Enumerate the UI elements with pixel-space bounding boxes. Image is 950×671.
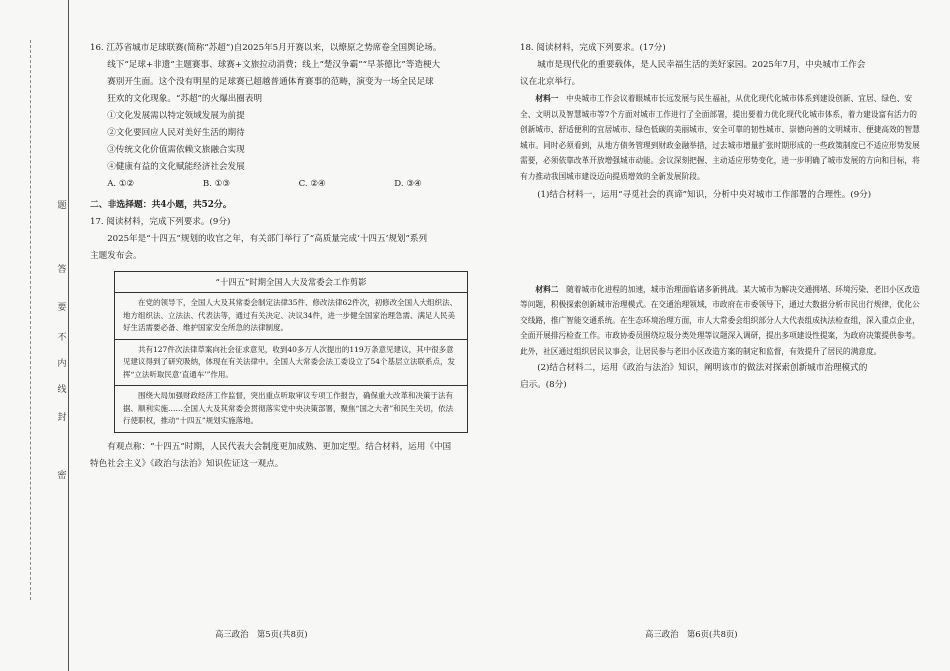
binding-char: 不 [57,333,67,343]
q16-item: ①文化发展需以特定领域发展为前提 [107,111,245,121]
q16-item: ③传统文化价值需依赖文旅融合实现 [107,145,245,155]
q17-title: 17. 阅读材料，完成下列要求。(9分) [90,217,231,227]
q18-intro: 城市是现代化的重要载体，是人民幸福生活的美好家园。2025年7月，中央城市工作会 [537,60,866,70]
q16-item: ②文化要回应人民对美好生活的期待 [107,128,245,138]
cut-line [30,40,31,600]
binding-char: 题 [57,201,67,211]
q18-sub-question: (1)结合材料一，运用“寻觅社会的真谛”知识，分析中央对城市工作部署的合理性。(9分) [537,189,872,200]
q16-stem: 16. 江苏省城市足球联赛(简称“苏超”)自2025年5月开赛以来，以燎原之势席卷全国舆论场。 [90,43,442,53]
option-d: D. ③④ [394,179,422,189]
option-b: B. ①③ [202,179,231,189]
binding-margin [0,0,78,671]
q17-intro: 2025年是“十四五”规划的收官之年，有关部门举行了“高质量完成‘十四五’规划”系列 [107,234,428,244]
material-label: 材料一 [535,94,559,103]
q18-title: 18. 阅读材料，完成下列要求。(17分) [520,43,666,53]
material-text: 随着城市化进程的加速，城市治理面临诸多新挑战。某大城市为解决交通拥堵、环境污染、老旧小区改造等问题，积极探索创新城市治理模式。在交通治理领域，市政府在市委领导下，通过大数据分析市民出行规律，优化公交线路，推广智能交通系统。在生态环境治理方面，市人大常委会组织部分人大代表组成执法检查组，深入重点企业，全面开展排污检查工作。市政协委员围绕垃圾分类处理等议题深入调研，提出多项建设性提案，为政府决策提供参考。此外，社区通过组织居民议事会，让居民参与老旧小区改造方案的制定和监督，有效提升了居民的满意度。 [520,284,920,356]
box-paragraph: 围绕大局加强财政经济工作监督，突出重点听取审议专项工作报告，确保重大改革和决策于法有据、顺利实施……全国人大及其常委会贯彻落实党中央决策部署，聚焦“国之大者”和民生关切，依法行使职权，推动“十四五”规划实施落地。 [115,385,467,432]
page-footer: 高三政治 第5页(共8页) [215,629,308,639]
q16-options [90,176,490,193]
box-title: “十四五”时期全国人大及常委会工作剪影 [115,272,467,293]
q18-sub-question: (2)结合材料二，运用《政治与法治》知识，阐明该市的做法对探索创新城市治理模式的 [537,362,868,373]
answer-space [520,204,920,282]
q17-question: 有观点称：“十四五”时期，人民代表大会制度更加成熟、更加定型。结合材料，运用《中国 [107,441,452,452]
box-paragraph: 共有127件次法律草案向社会征求意见，收到40多万人次提出的119万条意见建议，其中很多意见建议得到了研究吸纳，体现在有关法律中。全国人大常委会法工委设立了54个基层立法联系点，发挥“立法听取民意‘直通车’”作用。 [115,339,467,386]
q16-stem: 狂欢的文化现象。“苏超”的火爆出圈表明 [107,94,263,104]
q16-stem: 赛別开生面。这个没有明星的足球赛已超越普通体育赛事的范畴，演变为一场全民足球 [107,77,434,87]
box-paragraph: 在党的领导下，全国人大及其常委会制定法律35件、修改法律62件次，初修改全国人大组织法、地方组织法、立法法、代表法等，通过有关决定、决议34件，进一步健全国家治理急需、满足人民美好生活需要必备、维护国家安全所急的法律制度。 [123,298,458,332]
binding-char: 答 [57,265,67,275]
q17-intro: 主题发布会。 [90,251,142,261]
q16-item: ④健康有益的文化赋能经济社会发展 [107,162,245,172]
material-label: 材料二 [535,284,559,294]
material-two [520,282,920,360]
section-heading: 二、非选择题：共4小题，共52分。 [90,200,232,210]
binding-char: 要 [57,303,67,313]
material-one [520,91,920,185]
binding-char: 线 [57,385,67,395]
binding-char: 封 [57,413,67,423]
option-c: C. ②④ [298,179,326,189]
q18-intro: 议在北京举行。 [520,77,581,87]
option-a: A. ①② [107,179,135,189]
page-footer: 高三政治 第6页(共8页) [645,629,738,639]
page-6 [520,40,920,394]
binding-char: 内 [57,359,67,369]
material-box [114,271,468,433]
material-text: 中央城市工作会议着眼城市长远发展与民生福祉，从优化现代化城市体系到建设创新、宜居、绿色、安全、文明以及智慧城市等7个方面对城市工作进行了全面部署，提出要着力优化现代化城市体系，着力建设富有活力的创新城市、舒适便利的宜居城市、绿色低碳的美丽城市、安全可靠的韧性城市、崇德向善的文明城市、便捷高效的智慧城市。同时必须看到，从地方债务管理到财政金融举措，过去城市增量扩张时期形成的一些政策制度已不适应形势发展需要，必须依靠改革开放增强城市动能。会议深刻把握、主动适应形势变化，进一步明确了城市发展的方向和目标，将有力推动我国城市建设迈向提质增效的全新发展阶段。 [520,94,920,181]
q17-question: 特色社会主义》《政治与法治》知识佐证这一观点。 [90,458,284,469]
binding-char: 密 [57,471,67,481]
q16-stem: 线下“足球+非遗”主题赛事、球赛+文旅拉动消费；线上“楚汉争霸”“早茶德比”等造梗大 [107,60,441,70]
page-5 [90,40,490,473]
q18-sub-question: 启示。(8分) [520,379,567,390]
